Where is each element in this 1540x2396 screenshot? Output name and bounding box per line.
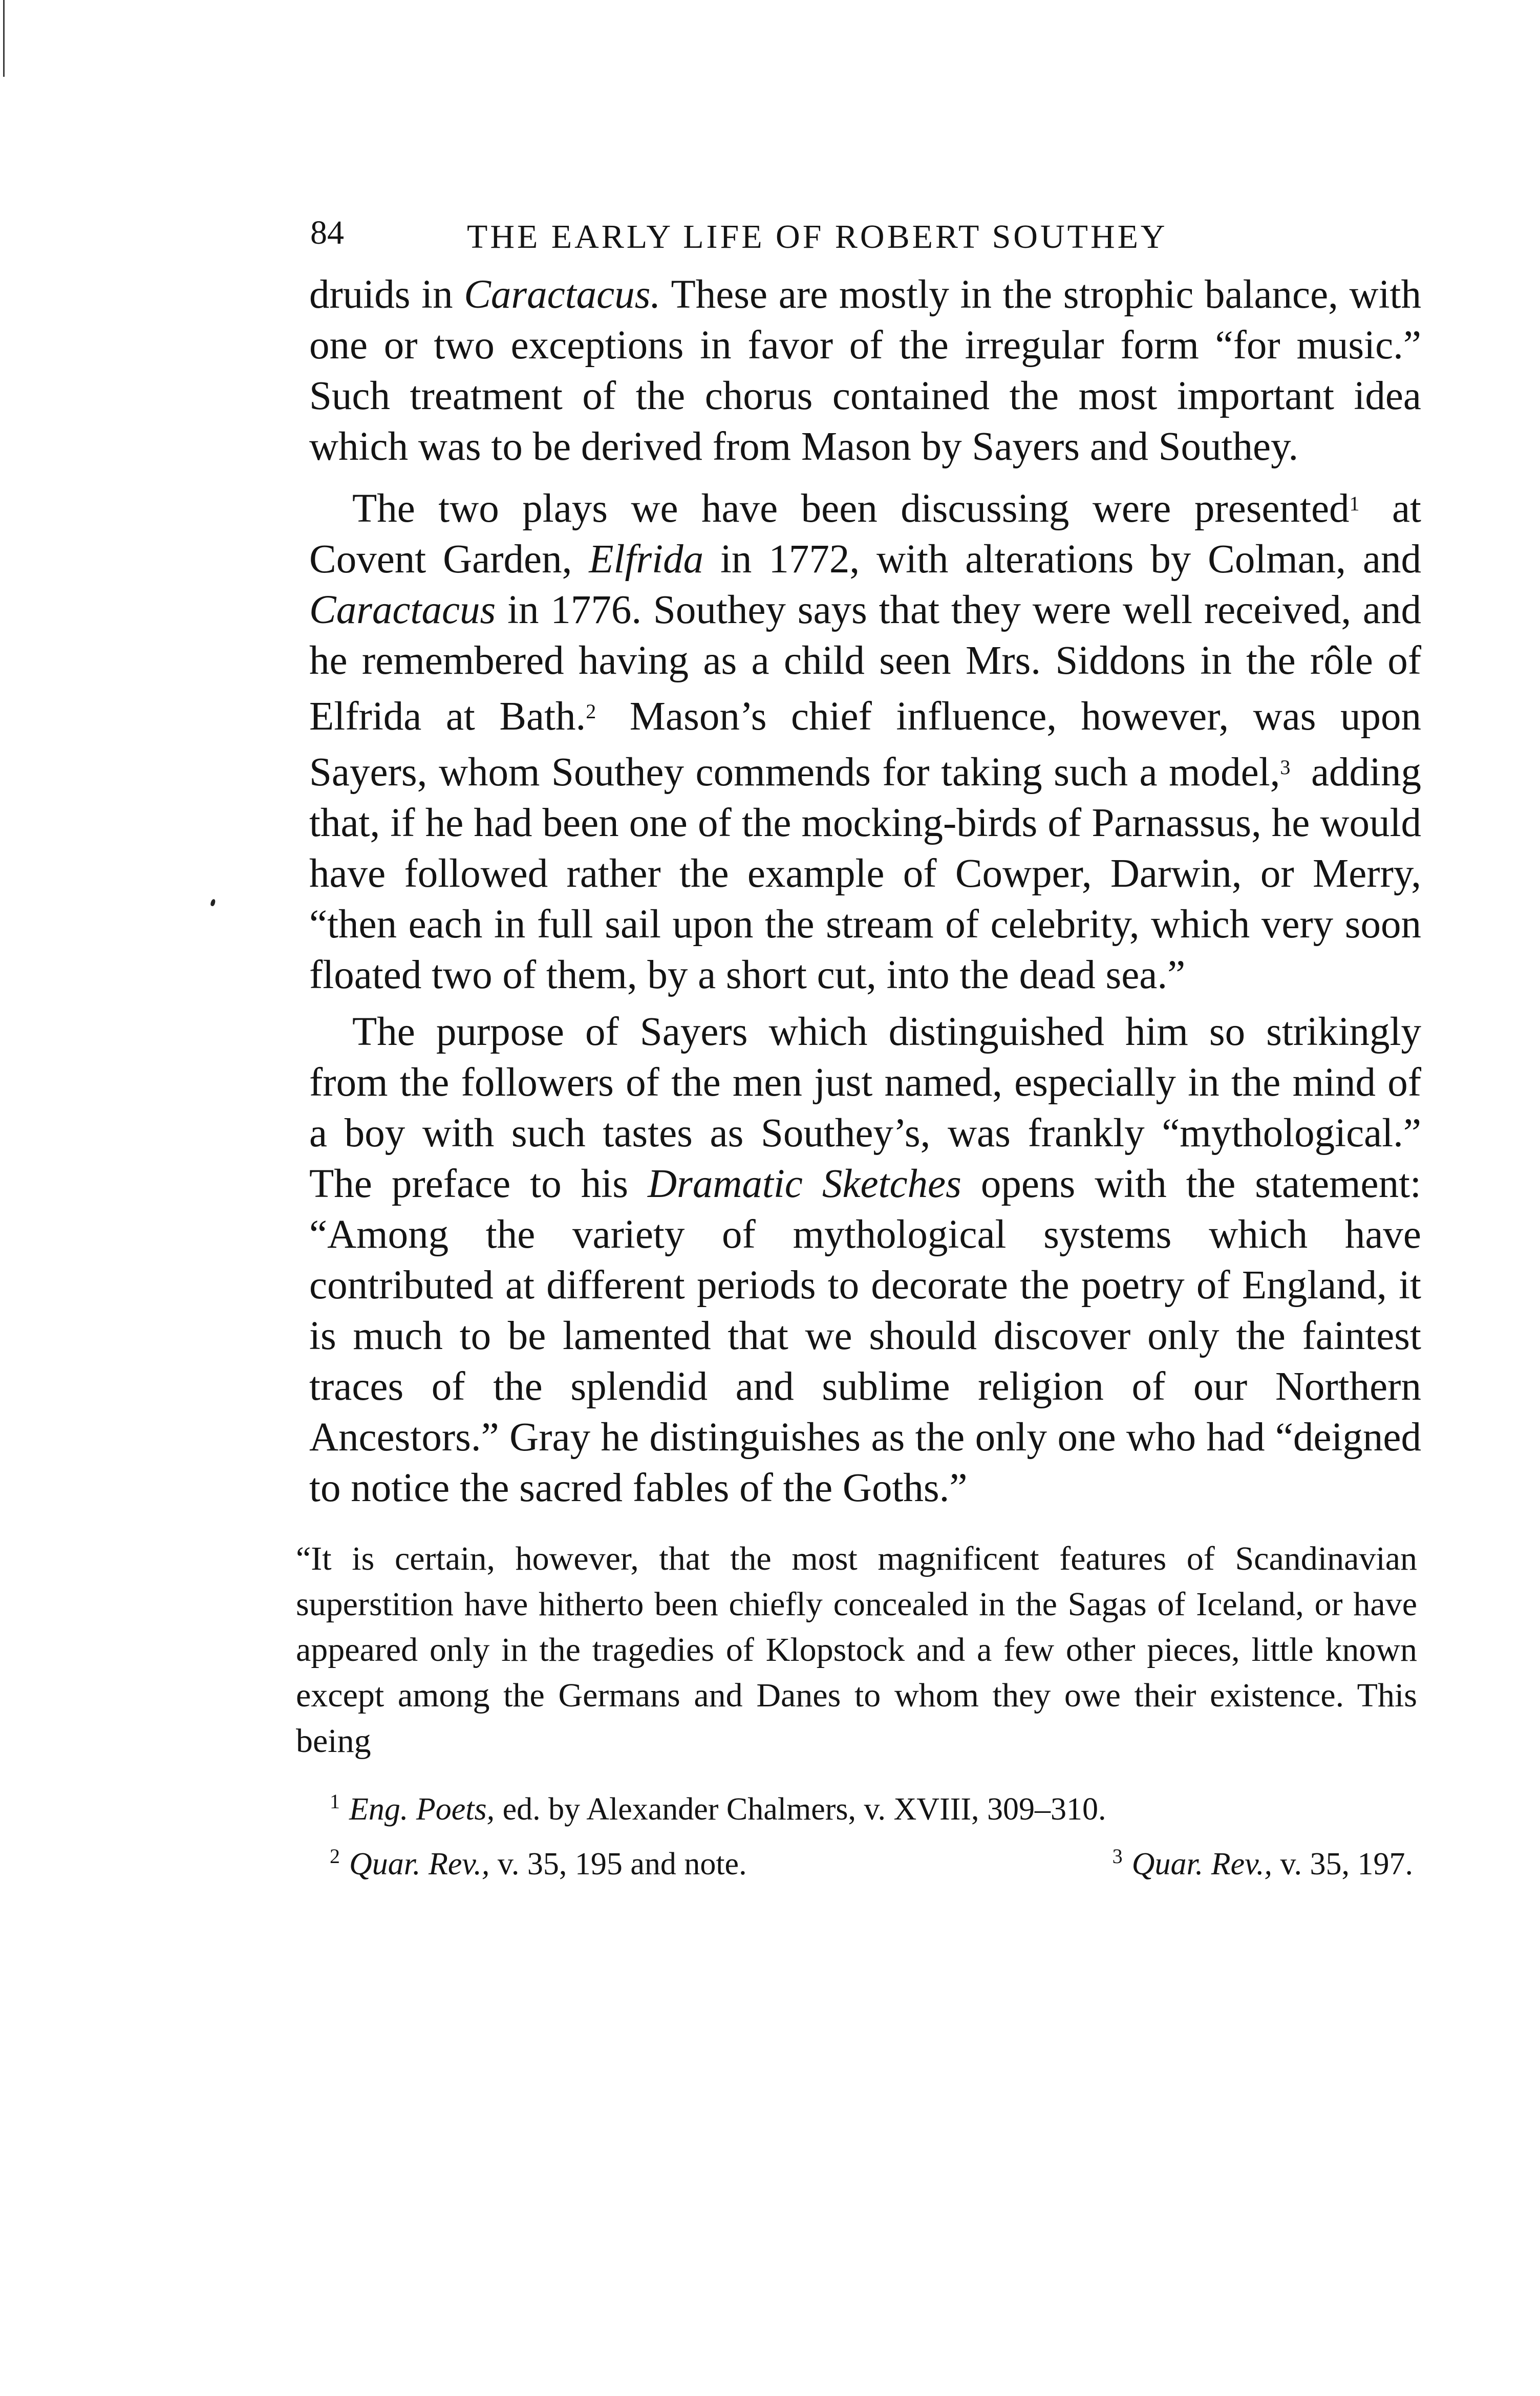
footnote-2 xyxy=(330,1833,747,1888)
footnote-ref-2[interactable]: 2 xyxy=(586,700,596,723)
paragraph-1-text-1: druids in xyxy=(309,272,464,317)
paragraph-1 xyxy=(287,269,1439,472)
block-quote xyxy=(287,1536,1439,1764)
footnote-1 xyxy=(330,1778,1106,1833)
footnote-2-italic: Quar. Rev., xyxy=(349,1847,490,1881)
footnote-1-text: ed. by Alexander Chalmers, v. XVIII, 309–310. xyxy=(495,1792,1106,1827)
paragraph-2-italic-caractacus: Caractacus xyxy=(309,588,496,632)
paragraph-1-italic-caractacus: Caractacus. xyxy=(464,272,661,317)
paragraph-3-italic-dramatic-sketches: Dramatic Sketches xyxy=(648,1162,961,1206)
footnote-2-text: v. 35, 195 and note. xyxy=(489,1847,747,1881)
scan-edge-line xyxy=(3,0,5,77)
footnote-3-marker: 3 xyxy=(1112,1845,1123,1868)
paragraph-3-text-1: The purpose of Sayers which distinguished him so strikingly from the followers of the men just named, especially in the mind of a boy with such tastes as Southey’s, was frankly “mythological.” The preface to his xyxy=(309,1010,1421,1206)
stray-ink-mark xyxy=(210,898,216,907)
footnote-ref-3[interactable]: 3 xyxy=(1280,756,1291,779)
paragraph-2-text-3: in 1772, with alterations by Colman, and xyxy=(703,537,1421,582)
paragraph-2 xyxy=(287,478,1439,1000)
paragraph-1-text-2: These are mostly in the strophic balance, with one or two exceptions in favor of the irregular form “for music.” Such treatment of the chorus contained the most important idea which was to be derived from Mason by Sayers and Southey. xyxy=(309,272,1421,469)
paragraph-2-text-1: The two plays we have been discussing were presented xyxy=(352,486,1350,531)
paragraph-3-text-2: opens with the statement: “Among the variety of mythological systems which have contributed at different periods to decorate the poetry of England, it is much to be lamented that we should discover only the faintest traces of the splendid and sublime religion of our Northern Ancestors.” Gray he distinguishes as the only one who had “deigned to notice the sacred fables of the Goths.” xyxy=(309,1162,1421,1510)
page-body xyxy=(287,205,1439,1888)
paragraph-3 xyxy=(287,1007,1439,1513)
footnote-3-italic: Quar. Rev., xyxy=(1131,1847,1273,1881)
footnote-3 xyxy=(1113,1833,1413,1888)
page-header xyxy=(287,205,1439,266)
paragraph-2-italic-elfrida: Elfrida xyxy=(589,537,704,582)
footnote-2-marker: 2 xyxy=(330,1845,340,1868)
footnote-1-marker: 1 xyxy=(330,1790,340,1813)
footnote-1-italic: Eng. Poets, xyxy=(349,1792,495,1827)
paragraph-2-text-5: Mason’s chief influence, however, was upon Sayers, whom Southey commends for taking such a model, xyxy=(309,694,1421,795)
footnote-ref-1[interactable]: 1 xyxy=(1349,492,1360,515)
footnote-row-1 xyxy=(330,1778,1413,1833)
paragraph-2-text-6: adding that, if he had been one of the mocking-birds of Parnassus, he would have followed rather the example of Cowper, Darwin, or Merry, “then each in full sail upon the stream of celebrity, which very soon floated two of them, by a short cut, into the dead sea.” xyxy=(309,750,1422,997)
footnote-3-text: v. 35, 197. xyxy=(1272,1847,1413,1881)
page-number: 84 xyxy=(310,214,344,251)
footnotes xyxy=(287,1778,1439,1888)
paragraph-2-text-4: in 1776. Southey says that they were well received, and he remembered having as a child seen Mrs. Siddons in the rôle of Elfrida at Bath. xyxy=(309,588,1421,739)
block-quote-text: “It is certain, however, that the most magnificent features of Scandinavian superstition have hitherto been chiefly concealed in the Sagas of Iceland, or have appeared only in the tragedies of Klopstock and a few other pieces, little known except among the Germans and Danes to whom they owe their existence. This being xyxy=(296,1540,1417,1760)
running-head: THE EARLY LIFE OF ROBERT SOUTHEY xyxy=(467,218,1168,255)
paragraph-2-text-2: at Covent Garden, xyxy=(309,486,1421,582)
footnote-row-2 xyxy=(330,1833,1413,1888)
